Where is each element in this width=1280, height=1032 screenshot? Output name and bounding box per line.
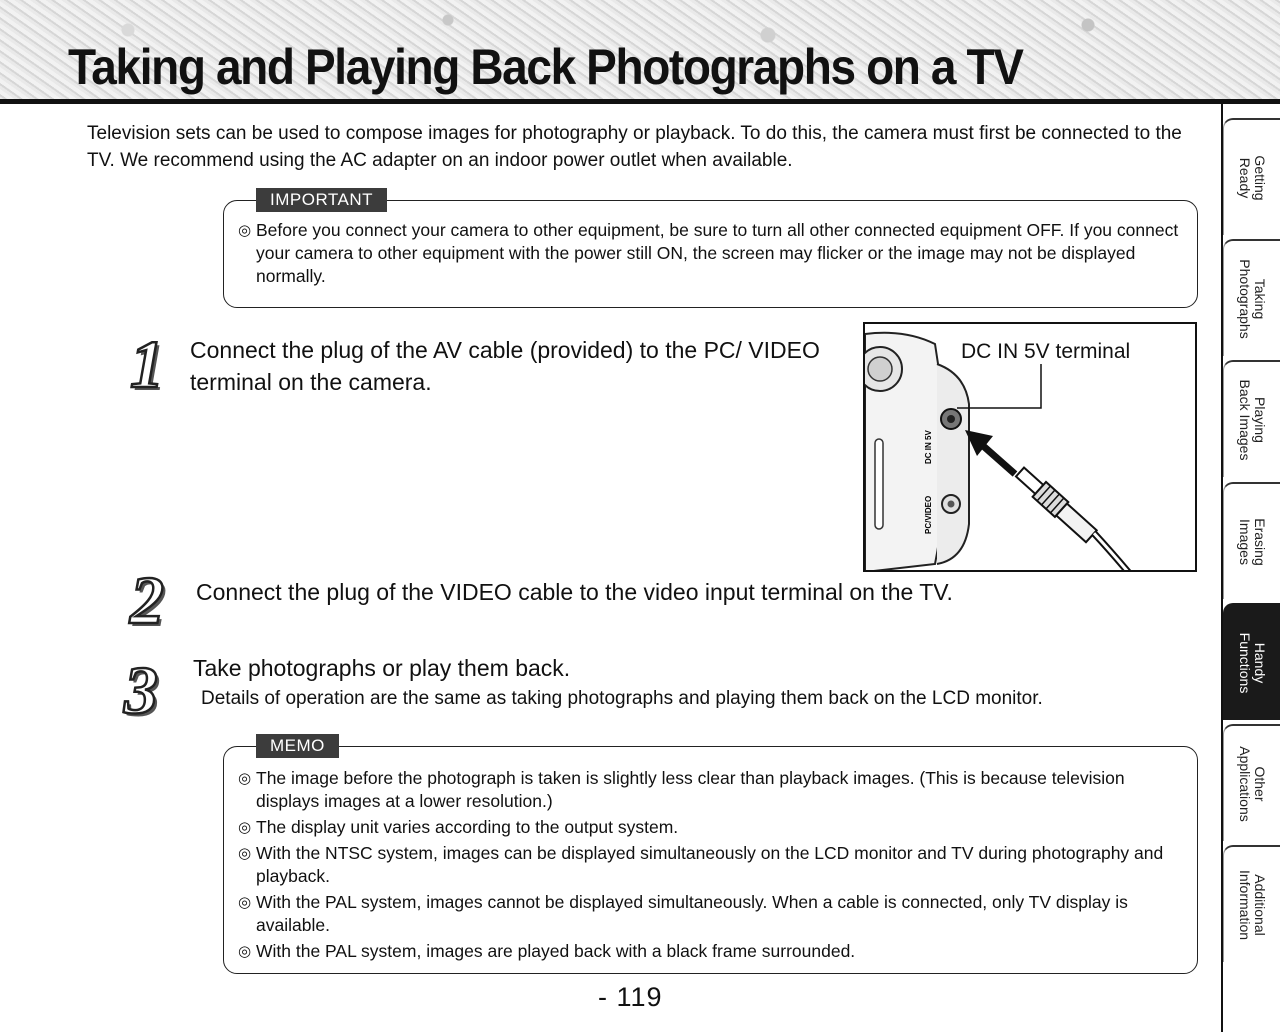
pc-video-label: PC/VIDEO [924,495,933,534]
memo-item: ◎ With the NTSC system, images can be displayed simultaneously on the LCD monitor and TV during photography and playback. [238,842,1188,888]
memo-item: ◎ With the PAL system, images are played back with a black frame surrounded. [238,940,1188,963]
step-2-number: 2 [130,562,164,638]
intro-paragraph: Television sets can be used to compose images for photography or playback. To do this, the camera must first be connected to the TV. We recommend using the AC adapter on an indoor power outlet when available. [87,123,1182,171]
tab-label: Playing Back Images [1237,379,1268,460]
memo-item: ◎ The image before the photograph is taken is slightly less clear than playback images. (This is because television displays images at a lower resolution.) [238,767,1188,813]
important-box [223,190,1198,308]
tab-additional-information[interactable] [1223,845,1280,962]
step-3-number: 3 [124,652,158,728]
page-title: Taking and Playing Back Photographs on a TV [68,39,1023,95]
tab-label: Taking Photographs [1237,258,1268,339]
tab-taking-photographs[interactable] [1223,239,1280,356]
memo-item: ◎ The display unit varies according to the output system. [238,816,1188,839]
dc-in-label: DC IN 5V [924,430,933,464]
memo-item: ◎ With the PAL system, images cannot be displayed simultaneously. When a cable is connected, only TV display is available. [238,891,1188,937]
step-3-desc: Details of operation are the same as taking photographs and playing them back on the LCD monitor. [201,688,1043,709]
memo-label: MEMO [256,734,339,758]
tab-label: Handy Functions [1237,632,1268,693]
page-number: - 119 [598,982,663,1012]
tab-getting-ready[interactable] [1223,118,1280,235]
tab-erasing-images[interactable] [1223,482,1280,599]
important-item: ◎ Before you connect your camera to other equipment, be sure to turn all other connected equipment OFF. If you connect your camera to other equipment with the power still ON, the screen may flicker or the image may not be displayed normally. [238,219,1188,288]
tab-label: Erasing Images [1237,517,1268,566]
tab-label: Additional Information [1237,869,1268,940]
tab-handy-functions[interactable] [1223,603,1280,720]
step-1-number: 1 [130,326,164,402]
tab-other-applications[interactable] [1223,724,1280,841]
step-2-title: Connect the plug of the VIDEO cable to the video input terminal on the TV. [196,579,953,605]
camera-terminal-figure [863,322,1197,572]
dc-in-callout: DC IN 5V terminal [961,340,1131,363]
tab-label: Getting Ready [1237,154,1268,201]
memo-box [223,736,1198,974]
important-label: IMPORTANT [256,188,387,212]
tab-label: Other Applications [1237,745,1268,822]
step-3-title: Take photographs or play them back. [193,655,571,681]
step-1-title: Connect the plug of the AV cable (provided) to the PC/ VIDEO terminal on the camera. [190,337,820,395]
tab-playing-back-images[interactable] [1223,360,1280,477]
header-rule [0,99,1280,104]
